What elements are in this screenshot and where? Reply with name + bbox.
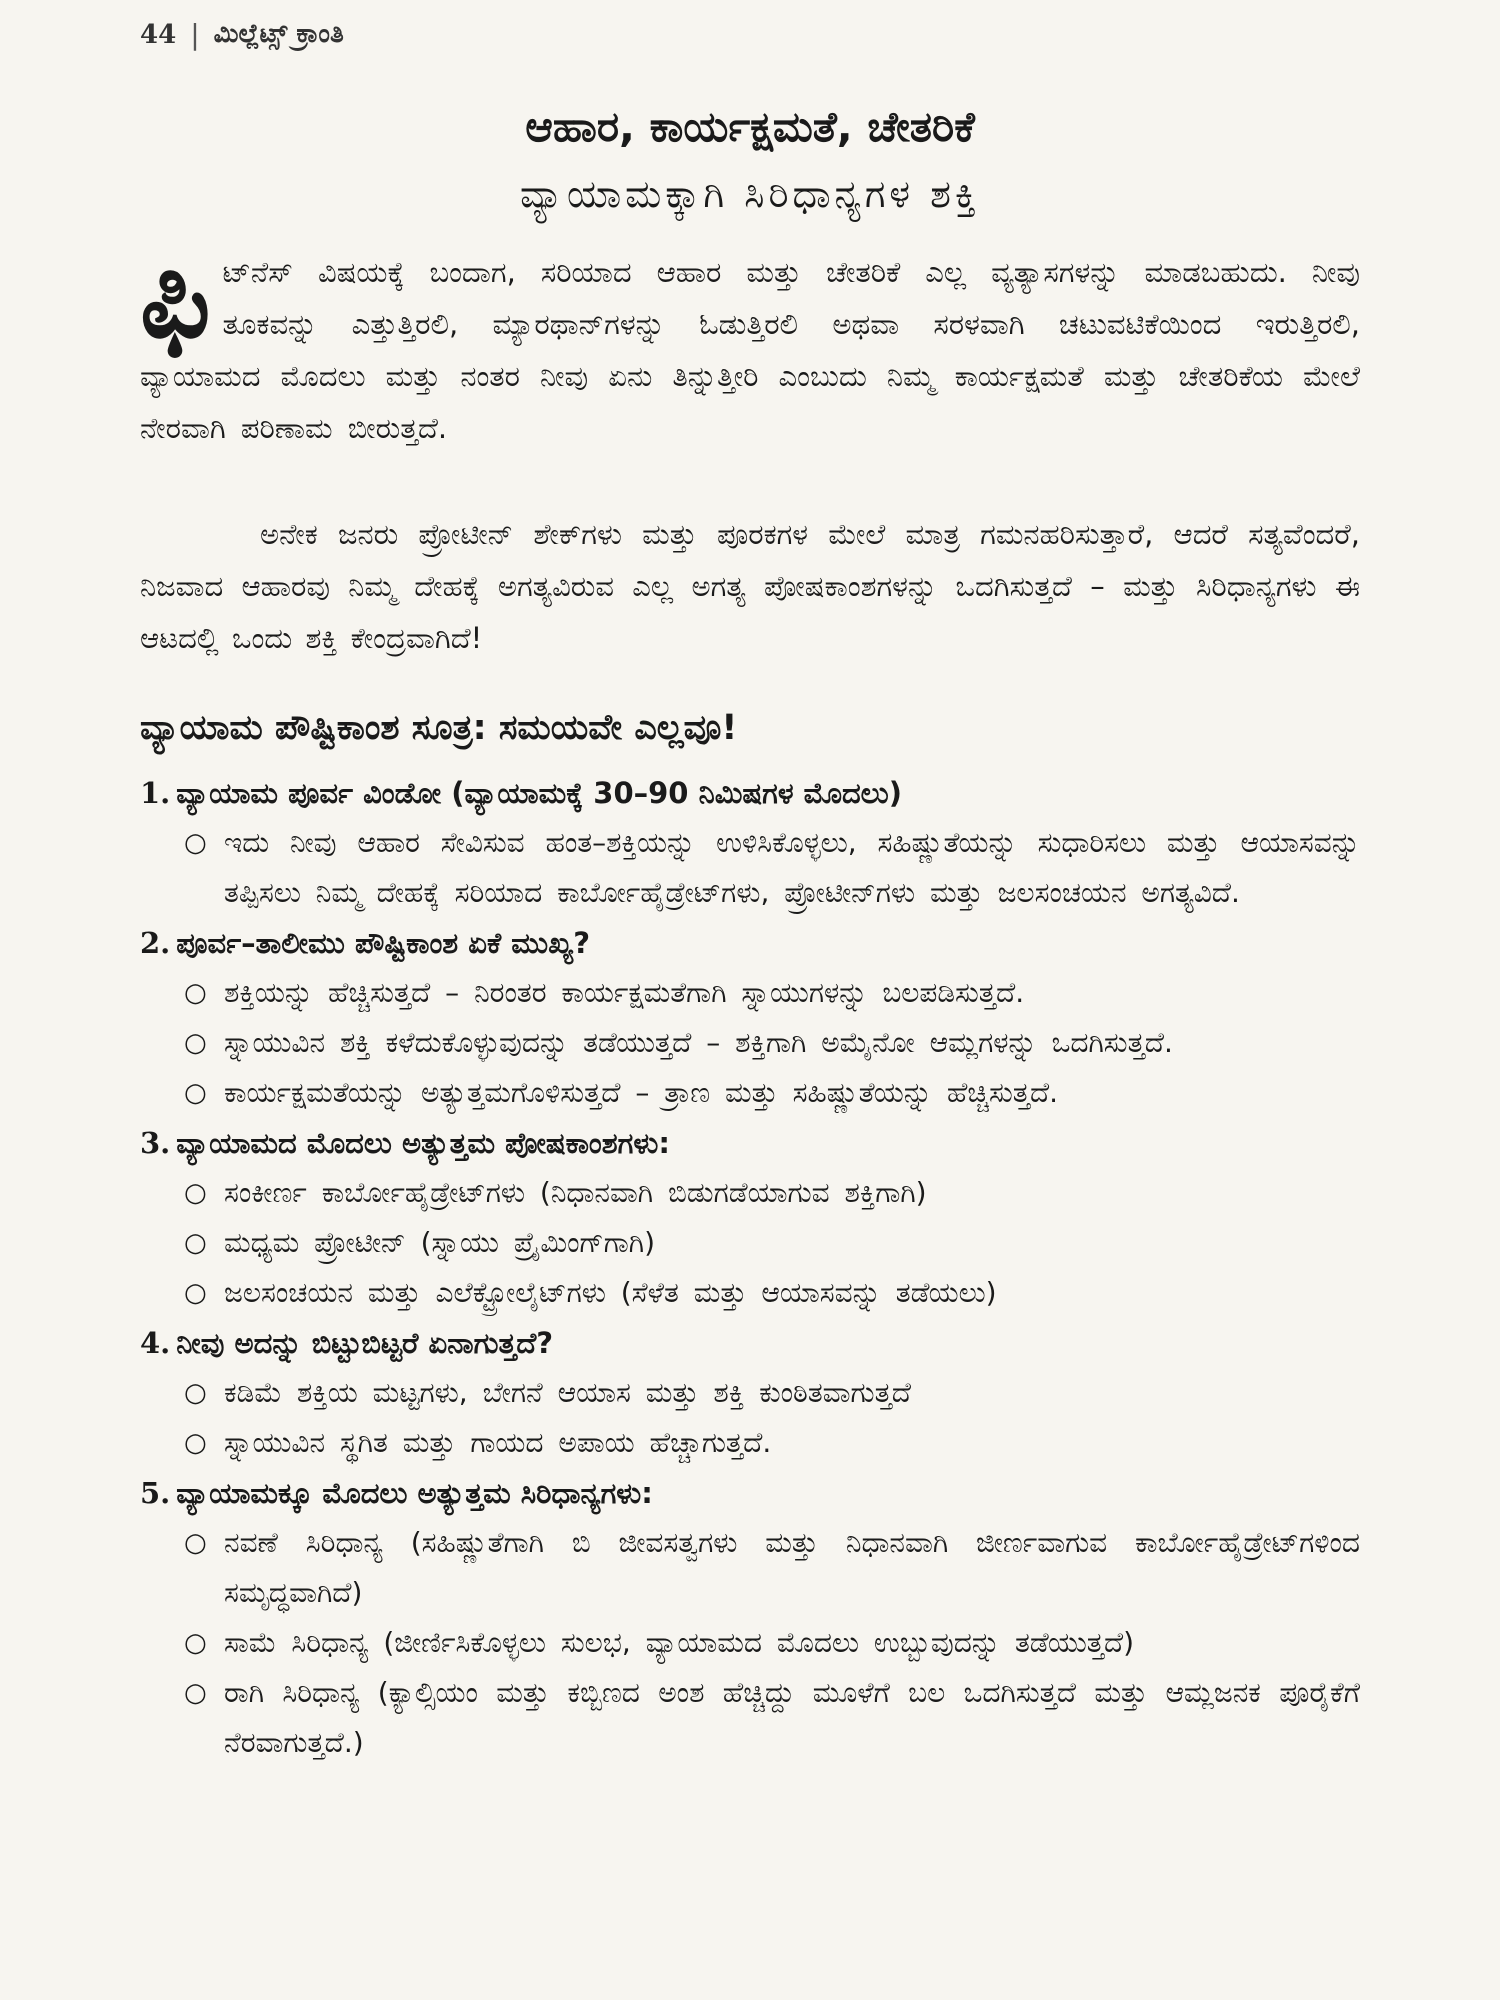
section-heading: ವ್ಯಾಯಾಮ ಪೌಷ್ಟಿಕಾಂಶ ಸೂತ್ರ: ಸಮಯವೇ ಎಲ್ಲವೂ!	[140, 708, 738, 748]
list-item-heading-text: ವ್ಯಾಯಾಮದ ಮೊದಲು ಅತ್ಯುತ್ತಮ ಪೋಷಕಾಂಶಗಳು:	[176, 1126, 670, 1160]
circle-bullet-icon: ○	[184, 1428, 207, 1458]
sub-bullet-item	[140, 1418, 1360, 1468]
sub-bullet-item	[140, 1518, 1360, 1618]
list-item-heading	[140, 768, 1360, 818]
list-item-number: 5.	[140, 1476, 171, 1510]
intro-text: ಟ್‌ನೆಸ್ ವಿಷಯಕ್ಕೆ ಬಂದಾಗ, ಸರಿಯಾದ ಆಹಾರ ಮತ್ತು ಚೇತರಿಕೆ ಎಲ್ಲ ವ್ಯತ್ಯಾಸಗಳನ್ನು ಮಾಡಬಹುದು. ನೀವು ತೂಕವನ್ನು ಎತ್ತುತ್ತಿರಲಿ, ಮ್ಯಾರಥಾನ್‌ಗಳನ್ನು ಓಡುತ್ತಿರಲಿ ಅಥವಾ ಸರಳವಾಗಿ ಚಟುವಟಿಕೆಯಿಂದ ಇರುತ್ತಿರಲಿ, ವ್ಯಾಯಾಮದ ಮೊದಲು ಮತ್ತು ನಂತರ ನೀವು ಏನು ತಿನ್ನುತ್ತೀರಿ ಎಂಬುದು ನಿಮ್ಮ ಕಾರ್ಯಕ್ಷಮತೆ ಮತ್ತು ಚೇತರಿಕೆಯ ಮೇಲೆ ನೇರವಾಗಿ ಪರಿಣಾಮ ಬೀರುತ್ತದೆ.	[140, 255, 1360, 445]
book-page	[140, 0, 1360, 2000]
numbered-list	[140, 768, 1360, 1768]
chapter-title: ಆಹಾರ, ಕಾರ್ಯಕ್ಷಮತೆ, ಚೇತರಿಕೆ	[525, 102, 975, 151]
sub-bullet-text: ಕಾರ್ಯಕ್ಷಮತೆಯನ್ನು ಅತ್ಯುತ್ತಮಗೊಳಿಸುತ್ತದೆ – ತ್ರಾಣ ಮತ್ತು ಸಹಿಷ್ಣುತೆಯನ್ನು ಹೆಚ್ಚಿಸುತ್ತದೆ.	[224, 1076, 1059, 1109]
book-title: ಮಿಲ್ಲೆಟ್ಸ್ ಕ್ರಾಂತಿ	[213, 19, 344, 49]
list-item-heading-text: ವ್ಯಾಯಾಮ ಪೂರ್ವ ವಿಂಡೋ (ವ್ಯಾಯಾಮಕ್ಕೆ 30–90 ನಿಮಿಷಗಳ ಮೊದಲು)	[176, 776, 902, 810]
sub-bullet-text: ಸ್ನಾಯುವಿನ ಶಕ್ತಿ ಕಳೆದುಕೊಳ್ಳುವುದನ್ನು ತಡೆಯುತ್ತದೆ – ಶಕ್ತಿಗಾಗಿ ಅಮೈನೋ ಆಮ್ಲಗಳನ್ನು ಒದಗಿಸುತ್ತದೆ.	[224, 1026, 1173, 1059]
sub-bullet-item	[140, 1618, 1360, 1668]
list-item-heading-text: ನೀವು ಅದನ್ನು ಬಿಟ್ಟುಬಿಟ್ಟರೆ ಏನಾಗುತ್ತದೆ?	[176, 1326, 554, 1360]
sub-bullet-item	[140, 1068, 1360, 1118]
list-item-heading	[140, 918, 1360, 968]
list-item-heading-text: ವ್ಯಾಯಾಮಕ್ಕೂ ಮೊದಲು ಅತ್ಯುತ್ತಮ ಸಿರಿಧಾನ್ಯಗಳು:	[176, 1476, 653, 1510]
circle-bullet-icon: ○	[184, 1628, 207, 1658]
circle-bullet-icon: ○	[184, 978, 207, 1008]
page-number: 44	[140, 19, 177, 50]
sub-bullet-item	[140, 1668, 1360, 1768]
circle-bullet-icon: ○	[184, 1028, 207, 1058]
circle-bullet-icon: ○	[184, 1678, 207, 1708]
running-header	[140, 18, 344, 51]
sub-bullet-item	[140, 968, 1360, 1018]
sub-bullet-text: ಇದು ನೀವು ಆಹಾರ ಸೇವಿಸುವ ಹಂತ–ಶಕ್ತಿಯನ್ನು ಉಳಿಸಿಕೊಳ್ಳಲು, ಸಹಿಷ್ಣುತೆಯನ್ನು ಸುಧಾರಿಸಲು ಮತ್ತು ಆಯಾಸವನ್ನು ತಪ್ಪಿಸಲು ನಿಮ್ಮ ದೇಹಕ್ಕೆ ಸರಿಯಾದ ಕಾರ್ಬೋಹೈಡ್ರೇಟ್‌ಗಳು, ಪ್ರೋಟೀನ್‌ಗಳು ಮತ್ತು ಜಲಸಂಚಯನ ಅಗತ್ಯವಿದೆ.	[224, 826, 1360, 909]
sub-bullet-text: ಜಲಸಂಚಯನ ಮತ್ತು ಎಲೆಕ್ಟ್ರೋಲೈಟ್‌ಗಳು (ಸೆಳೆತ ಮತ್ತು ಆಯಾಸವನ್ನು ತಡೆಯಲು)	[224, 1276, 997, 1309]
header-separator: |	[190, 18, 200, 51]
sub-bullet-item	[140, 1168, 1360, 1218]
sub-bullet-text: ನವಣೆ ಸಿರಿಧಾನ್ಯ (ಸಹಿಷ್ಣುತೆಗಾಗಿ ಬಿ ಜೀವಸತ್ವಗಳು ಮತ್ತು ನಿಧಾನವಾಗಿ ಜೀರ್ಣವಾಗುವ ಕಾರ್ಬೋಹೈಡ್ರೇಟ್‌ಗಳಿಂದ ಸಮೃದ್ಧವಾಗಿದೆ)	[224, 1526, 1360, 1609]
list-item-number: 4.	[140, 1326, 171, 1360]
list-item-heading-text: ಪೂರ್ವ–ತಾಲೀಮು ಪೌಷ್ಟಿಕಾಂಶ ಏಕೆ ಮುಖ್ಯ?	[176, 926, 591, 960]
list-item-heading	[140, 1318, 1360, 1368]
circle-bullet-icon: ○	[184, 1228, 207, 1258]
circle-bullet-icon: ○	[184, 1378, 207, 1408]
list-item-number: 3.	[140, 1126, 171, 1160]
sub-bullet-text: ಶಕ್ತಿಯನ್ನು ಹೆಚ್ಚಿಸುತ್ತದೆ – ನಿರಂತರ ಕಾರ್ಯಕ್ಷಮತೆಗಾಗಿ ಸ್ನಾಯುಗಳನ್ನು ಬಲಪಡಿಸುತ್ತದೆ.	[224, 976, 1025, 1009]
sub-bullet-text: ಸ್ನಾಯುವಿನ ಸ್ಥಗಿತ ಮತ್ತು ಗಾಯದ ಅಪಾಯ ಹೆಚ್ಚಾಗುತ್ತದೆ.	[224, 1426, 772, 1459]
list-item-number: 1.	[140, 776, 171, 810]
circle-bullet-icon: ○	[184, 1178, 207, 1208]
sub-bullet-text: ಸಾಮೆ ಸಿರಿಧಾನ್ಯ (ಜೀರ್ಣಿಸಿಕೊಳ್ಳಲು ಸುಲಭ, ವ್ಯಾಯಾಮದ ಮೊದಲು ಉಬ್ಬುವುದನ್ನು ತಡೆಯುತ್ತದೆ)	[224, 1626, 1135, 1659]
second-paragraph: ಅನೇಕ ಜನರು ಪ್ರೋಟೀನ್ ಶೇಕ್‌ಗಳು ಮತ್ತು ಪೂರಕಗಳ ಮೇಲೆ ಮಾತ್ರ ಗಮನಹರಿಸುತ್ತಾರೆ, ಆದರೆ ಸತ್ಯವೆಂದರೆ, ನಿಜವಾದ ಆಹಾರವು ನಿಮ್ಮ ದೇಹಕ್ಕೆ ಅಗತ್ಯವಿರುವ ಎಲ್ಲ ಅಗತ್ಯ ಪೋಷಕಾಂಶಗಳನ್ನು ಒದಗಿಸುತ್ತದೆ – ಮತ್ತು ಸಿರಿಧಾನ್ಯಗಳು ಈ ಆಟದಲ್ಲಿ ಒಂದು ಶಕ್ತಿ ಕೇಂದ್ರವಾಗಿದೆ!	[140, 517, 1360, 655]
list-item-number: 2.	[140, 926, 171, 960]
circle-bullet-icon: ○	[184, 1528, 207, 1558]
circle-bullet-icon: ○	[184, 828, 207, 858]
sub-bullet-item	[140, 1018, 1360, 1068]
sub-bullet-text: ಸಂಕೀರ್ಣ ಕಾರ್ಬೋಹೈಡ್ರೇಟ್‌ಗಳು (ನಿಧಾನವಾಗಿ ಬಿಡುಗಡೆಯಾಗುವ ಶಕ್ತಿಗಾಗಿ)	[224, 1176, 927, 1209]
circle-bullet-icon: ○	[184, 1078, 207, 1108]
sub-bullet-item	[140, 1218, 1360, 1268]
list-item-heading	[140, 1118, 1360, 1168]
sub-bullet-text: ಮಧ್ಯಮ ಪ್ರೋಟೀನ್ (ಸ್ನಾಯು ಪ್ರೈಮಿಂಗ್‌ಗಾಗಿ)	[224, 1226, 655, 1259]
sub-bullet-item	[140, 1268, 1360, 1318]
sub-bullet-item	[140, 818, 1360, 918]
sub-bullet-text: ಕಡಿಮೆ ಶಕ್ತಿಯ ಮಟ್ಟಗಳು, ಬೇಗನೆ ಆಯಾಸ ಮತ್ತು ಶಕ್ತಿ ಕುಂಠಿತವಾಗುತ್ತದೆ	[224, 1376, 912, 1409]
chapter-subtitle: ವ್ಯಾಯಾಮಕ್ಕಾಗಿ ಸಿರಿಧಾನ್ಯಗಳ ಶಕ್ತಿ	[520, 172, 980, 216]
list-item-heading	[140, 1468, 1360, 1518]
circle-bullet-icon: ○	[184, 1278, 207, 1308]
intro-paragraph	[140, 234, 1360, 454]
drop-cap: ಫಿ	[140, 234, 211, 362]
sub-bullet-item	[140, 1368, 1360, 1418]
sub-bullet-text: ರಾಗಿ ಸಿರಿಧಾನ್ಯ (ಕ್ಯಾಲ್ಸಿಯಂ ಮತ್ತು ಕಬ್ಬಿಣದ ಅಂಶ ಹೆಚ್ಚಿದ್ದು ಮೂಳೆಗೆ ಬಲ ಒದಗಿಸುತ್ತದೆ ಮತ್ತು ಆಮ್ಲಜನಕ ಪೂರೈಕೆಗೆ ನೆರವಾಗುತ್ತದೆ.)	[224, 1676, 1360, 1759]
